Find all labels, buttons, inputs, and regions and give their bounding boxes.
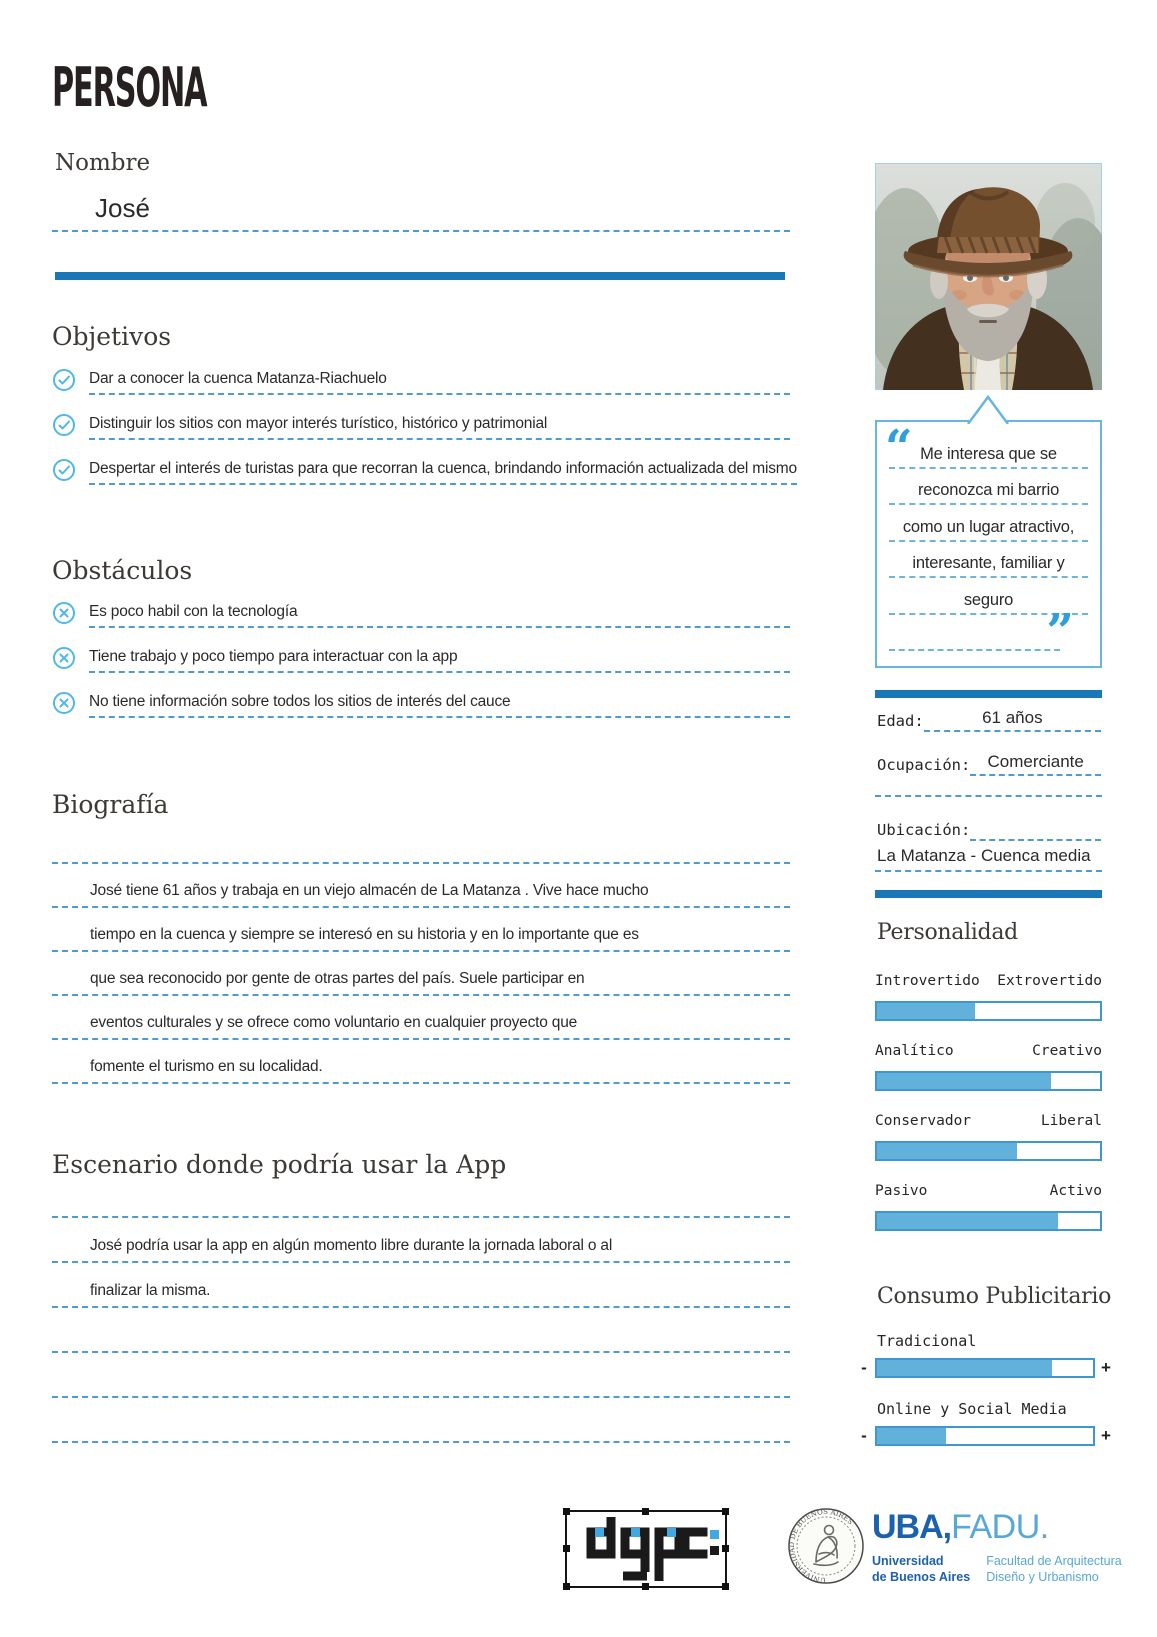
uba-fadu-logo	[872, 1510, 1122, 1586]
name-field	[52, 194, 790, 232]
consumo-bar-fill	[877, 1428, 946, 1444]
trait-right-label: Creativo	[1032, 1043, 1102, 1059]
trait-analitico-creativo	[875, 1043, 1102, 1091]
bio-line: fomente el turismo en su localidad.	[52, 1040, 790, 1084]
quote-line: Me interesa que se	[889, 432, 1088, 469]
personalidad-heading: Personalidad	[877, 920, 1018, 945]
check-circle-icon	[52, 458, 76, 482]
escenario-line	[52, 1398, 790, 1443]
uba-fadu-wordmark	[872, 1510, 1122, 1544]
bio-line: tiempo en la cuenca y siempre se interesó en su historia y en lo importante que es	[52, 908, 790, 952]
uba-subtitle-line: Universidad	[872, 1554, 944, 1568]
bio-line	[52, 820, 790, 864]
ubicacion-line	[970, 837, 1101, 841]
escenario-line	[52, 1353, 790, 1398]
obstaculos-heading: Obstáculos	[52, 556, 193, 585]
trait-left-label: Pasivo	[875, 1183, 928, 1199]
ubicacion-label: Ubicación:	[877, 821, 971, 839]
trait-left-label: Introvertido	[875, 973, 980, 989]
objetivo-item	[52, 362, 790, 395]
dgpc-logo	[565, 1510, 727, 1588]
trait-left-label: Analítico	[875, 1043, 954, 1059]
quote-line: reconozca mi barrio	[889, 469, 1088, 506]
obstaculo-text: No tiene información sobre todos los sitios de interés del cauce	[89, 685, 790, 718]
ocupacion-value: Comerciante	[970, 752, 1101, 776]
personalidad-traits	[875, 973, 1102, 1253]
check-circle-icon	[52, 368, 76, 392]
selection-handle	[722, 1545, 729, 1552]
objetivo-item	[52, 452, 797, 485]
plus-sign: +	[1101, 1358, 1111, 1377]
selection-handle	[642, 1508, 649, 1515]
uba-word: UBA,	[872, 1508, 952, 1546]
trait-bar-fill	[877, 1143, 1017, 1159]
trait-left-label: Conservador	[875, 1113, 972, 1129]
escenario-line	[52, 1173, 790, 1218]
escenario-text	[52, 1173, 790, 1443]
obstaculo-item	[52, 640, 790, 673]
selection-handle	[563, 1583, 570, 1590]
consumo-bar-label: Tradicional	[877, 1332, 977, 1350]
open-quote-icon: “	[885, 420, 913, 476]
selection-handle	[722, 1583, 729, 1590]
x-circle-icon	[52, 691, 76, 715]
divider	[875, 690, 1102, 698]
minus-sign: -	[861, 1426, 867, 1445]
uba-subtitle-line: de Buenos Aires	[872, 1570, 971, 1585]
consumo-bars	[853, 1332, 1117, 1468]
x-circle-icon	[52, 646, 76, 670]
trait-bar	[875, 1141, 1102, 1161]
page-title: PERSONA	[52, 56, 207, 119]
name-value: José	[95, 193, 150, 223]
uba-subtitle	[872, 1553, 970, 1586]
divider	[55, 272, 785, 280]
speech-bubble-pointer	[966, 394, 1010, 429]
ocupacion-label: Ocupación:	[877, 756, 971, 774]
ubicacion-row	[877, 821, 1101, 841]
selection-handle	[563, 1545, 570, 1552]
trait-right-label: Liberal	[1040, 1113, 1102, 1129]
quote-bubble	[875, 420, 1102, 668]
trait-bar	[875, 1001, 1102, 1021]
fadu-subtitle-line: Facultad de Arquitectura	[986, 1554, 1122, 1568]
close-quote-icon: ”	[1046, 604, 1074, 660]
obstaculo-text: Tiene trabajo y poco tiempo para interactuar con la app	[89, 640, 790, 673]
objetivo-text: Despertar el interés de turistas para que recorran la cuenca, brindando información actualizada del mismo	[89, 452, 797, 485]
consumo-bar-label: Online y Social Media	[877, 1400, 1067, 1418]
fadu-subtitle	[986, 1553, 1122, 1586]
consumo-online-social	[853, 1400, 1117, 1446]
objetivo-item	[52, 407, 790, 440]
obstaculo-text: Es poco habil con la tecnología	[89, 595, 790, 628]
biografia-text	[52, 820, 790, 1084]
obstaculo-item	[52, 685, 790, 718]
edad-row	[877, 706, 1101, 732]
quote-line-empty	[889, 615, 1060, 652]
seal-rim-text: UNIVERSIDAD DE BUENOS AIRES	[787, 1507, 855, 1585]
trait-bar-fill	[877, 1073, 1051, 1089]
divider	[875, 890, 1102, 898]
objetivo-text: Dar a conocer la cuenca Matanza-Riachuelo	[89, 362, 790, 395]
bio-line: que sea reconocido por gente de otras partes del país. Suele participar en	[52, 952, 790, 996]
consumo-bar-fill	[877, 1360, 1052, 1376]
biografia-heading: Biografía	[52, 790, 169, 819]
fadu-word: FADU.	[951, 1508, 1049, 1546]
escenario-line	[52, 1308, 790, 1353]
quote-line: seguro	[889, 578, 1088, 615]
ubicacion-value: La Matanza - Cuenca media	[875, 844, 1102, 872]
selection-handle	[642, 1583, 649, 1590]
escenario-line: José podría usar la app en algún momento libre durante la jornada laboral o al	[52, 1218, 790, 1263]
quote-line: como un lugar atractivo,	[889, 505, 1088, 542]
name-label: Nombre	[55, 150, 151, 176]
fadu-subtitle-line: Diseño y Urbanismo	[986, 1570, 1099, 1585]
consumo-tradicional	[853, 1332, 1117, 1378]
objetivo-text: Distinguir los sitios con mayor interés turístico, histórico y patrimonial	[89, 407, 790, 440]
trait-bar-fill	[877, 1003, 975, 1019]
trait-pasivo-activo	[875, 1183, 1102, 1231]
quote-line: interesante, familiar y	[889, 542, 1088, 579]
empty-line	[875, 795, 1102, 797]
consumo-heading: Consumo Publicitario	[877, 1284, 1112, 1309]
trait-bar	[875, 1071, 1102, 1091]
check-circle-icon	[52, 413, 76, 437]
persona-photo	[875, 163, 1102, 390]
obstaculos-list	[52, 595, 790, 730]
trait-bar-fill	[877, 1213, 1058, 1229]
obstaculo-item	[52, 595, 790, 628]
trait-right-label: Extrovertido	[997, 973, 1102, 989]
objetivos-list	[52, 362, 797, 497]
bio-line: José tiene 61 años y trabaja en un viejo almacén de La Matanza . Vive hace mucho	[52, 864, 790, 908]
ocupacion-row	[877, 750, 1101, 776]
selection-handle	[563, 1508, 570, 1515]
selection-handle	[722, 1508, 729, 1515]
plus-sign: +	[1101, 1426, 1111, 1445]
escenario-heading: Escenario donde podría usar la App	[52, 1150, 507, 1179]
trait-bar	[875, 1211, 1102, 1231]
trait-right-label: Activo	[1049, 1183, 1102, 1199]
consumo-bar	[875, 1358, 1095, 1378]
trait-introvertido-extrovertido	[875, 973, 1102, 1021]
uba-seal-icon	[786, 1506, 866, 1586]
escenario-line: finalizar la misma.	[52, 1263, 790, 1308]
edad-value: 61 años	[924, 708, 1101, 732]
consumo-bar	[875, 1426, 1095, 1446]
minus-sign: -	[861, 1358, 867, 1377]
objetivos-heading: Objetivos	[52, 322, 172, 351]
edad-label: Edad:	[877, 712, 924, 730]
trait-conservador-liberal	[875, 1113, 1102, 1161]
x-circle-icon	[52, 601, 76, 625]
bio-line: eventos culturales y se ofrece como voluntario en cualquier proyecto que	[52, 996, 790, 1040]
